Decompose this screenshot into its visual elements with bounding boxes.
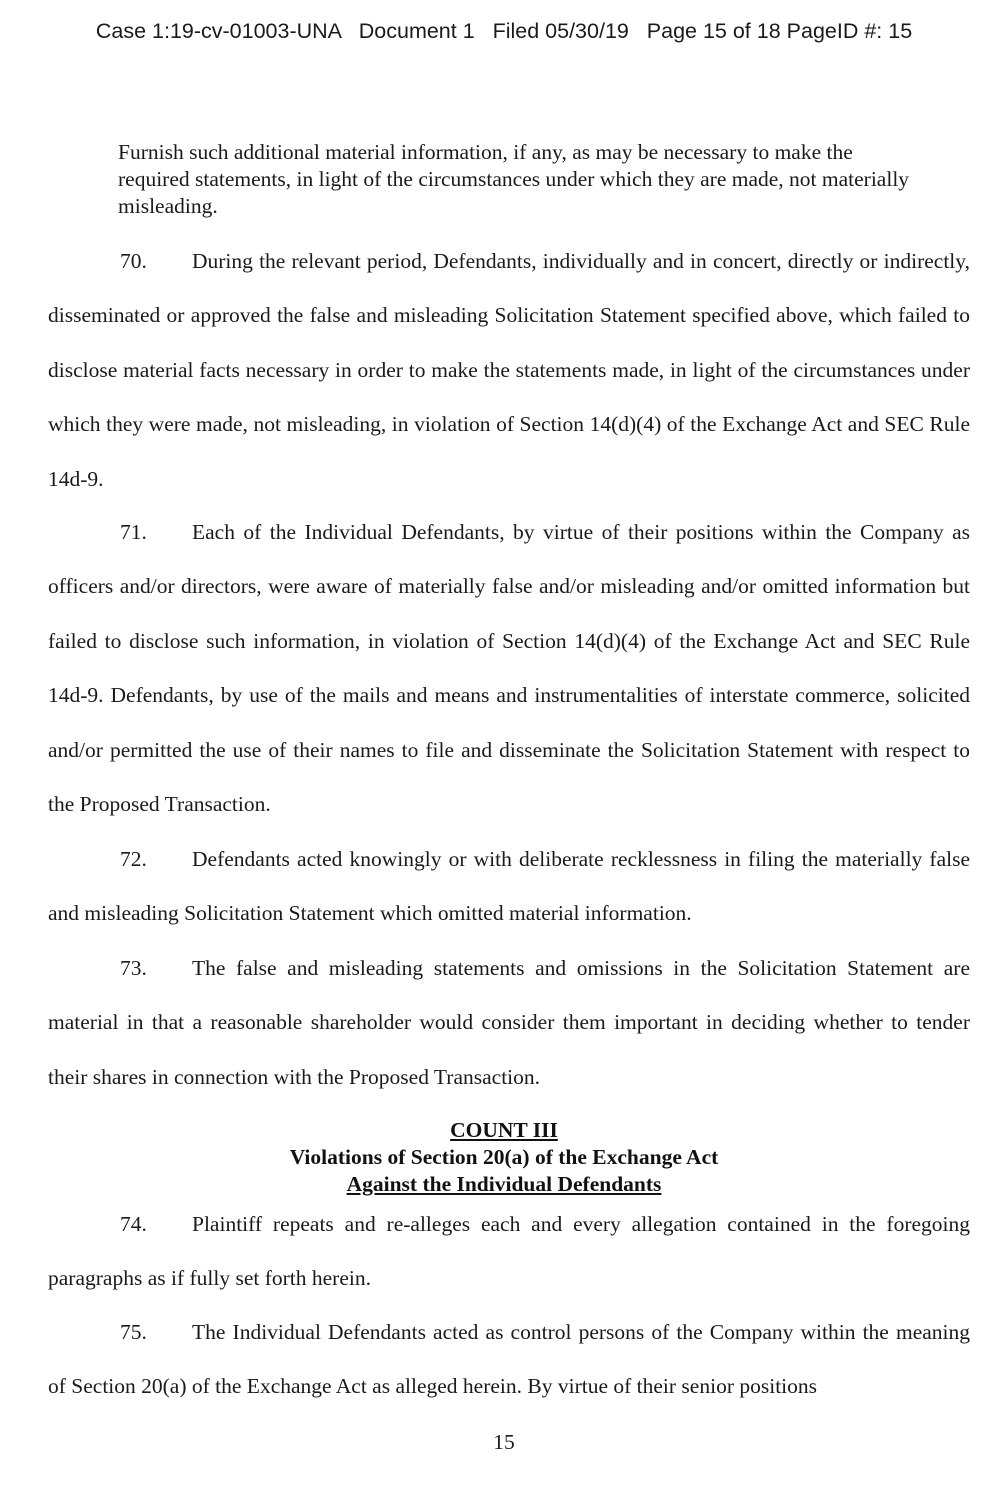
header-document: Document 1 <box>358 19 475 43</box>
paragraph-text: Defendants acted knowingly or with deliberate recklessness in filing the materially false and misleading Solicitation Statement which omitted material information. <box>48 847 970 926</box>
paragraph-75 <box>48 1305 970 1414</box>
page-number: 15 <box>493 1430 515 1454</box>
paragraph-71 <box>48 505 970 831</box>
header-page-id: Page 15 of 18 PageID #: 15 <box>646 19 913 43</box>
paragraph-number: 74. <box>120 1212 147 1236</box>
paragraph-text: Plaintiff repeats and re-alleges each and every allegation contained in the foregoing paragraphs as if fully set forth herein. <box>48 1212 970 1291</box>
header-filed-date: Filed 05/30/19 <box>492 19 629 43</box>
count-heading <box>0 1117 1008 1198</box>
count-against: Against the Individual Defendants <box>346 1172 662 1196</box>
paragraph-text: The Individual Defendants acted as control persons of the Company within the meaning of Section 20(a) of the Exchange Act as alleged herein. By virtue of their senior positions <box>48 1320 970 1399</box>
paragraph-72 <box>48 832 970 941</box>
paragraph-number: 75. <box>120 1320 147 1344</box>
count-number: COUNT III <box>450 1118 558 1142</box>
paragraph-text: Each of the Individual Defendants, by virtue of their positions within the Company as officers and/or directors, were aware of materially false and/or misleading and/or omitted information but failed to disclose such information, in violation of Section 14(d)(4) of the Exchange Act and SEC Rule 14d-9. Defendants, by use of the mails and means and instrumentalities of interstate commerce, solicited and/or permitted the use of their names to file and disseminate the Solicitation Statement with respect to the Proposed Transaction. <box>48 520 970 817</box>
paragraph-text: During the relevant period, Defendants, individually and in concert, directly or indirectly, disseminated or approved the false and misleading Solicitation Statement specified above, which failed to disclose material facts necessary in order to make the statements made, in light of the circumstances under which they were made, not misleading, in violation of Section 14(d)(4) of the Exchange Act and SEC Rule 14d-9. <box>48 249 970 491</box>
header-case-number: Case 1:19-cv-01003-UNA <box>95 19 341 43</box>
paragraph-73 <box>48 941 970 1104</box>
count-title: Violations of Section 20(a) of the Exchange Act <box>289 1145 719 1169</box>
quoted-provision: Furnish such additional material information, if any, as may be necessary to make the required statements, in light of the circumstances under which they are made, not materially misleading. <box>118 140 910 218</box>
paragraph-text: The false and misleading statements and omissions in the Solicitation Statement are material in that a reasonable shareholder would consider them important in deciding whether to tender their shares in connection with the Proposed Transaction. <box>48 956 970 1089</box>
paragraph-number: 73. <box>120 956 147 980</box>
filing-header <box>0 19 1008 44</box>
paragraph-number: 72. <box>120 847 147 871</box>
paragraph-74 <box>48 1197 970 1306</box>
paragraph-number: 71. <box>120 520 147 544</box>
paragraph-number: 70. <box>120 249 147 273</box>
paragraph-70 <box>48 234 970 506</box>
